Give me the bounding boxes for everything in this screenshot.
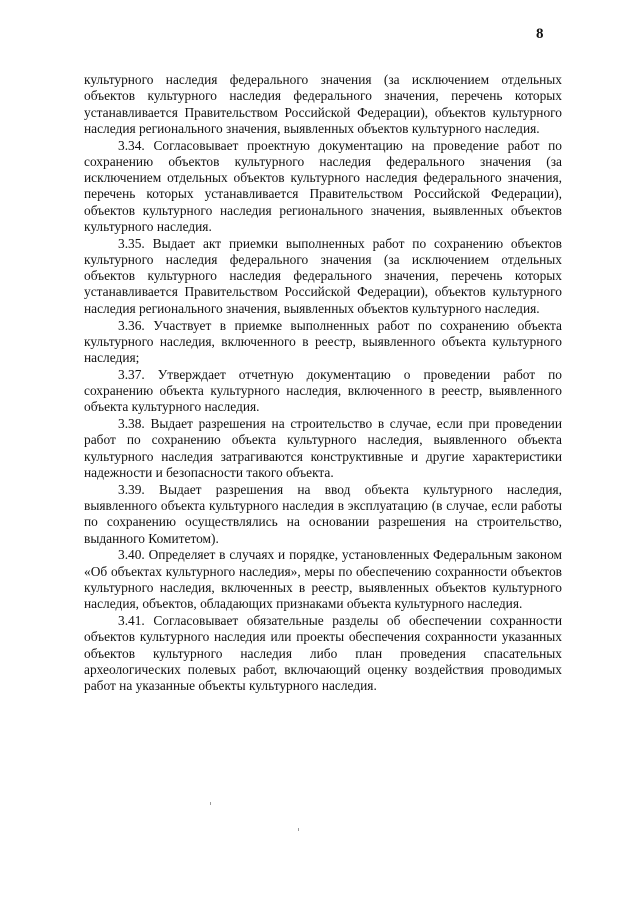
paragraph-continuation: культурного наследия федерального значения (за исключением отдельных объектов культурного наследия федерального значения, перечень которых устанавливается Правительством Российской Федерации), объектов культурного наследия регионального значения, выявленных объектов культурного наследия. <box>84 72 562 136</box>
paragraph-3-34: 3.34. Согласовывает проектную документацию на проведение работ по сохранению объектов культурного наследия федерального значения (за исключением отдельных объектов культурного наследия федерального значения, перечень которых устанавливается Правительством Российской Федерации), объектов культурного наследия регионального значения, выявленных объектов культурного наследия. <box>84 137 562 234</box>
document-body <box>84 72 562 694</box>
paragraph-3-36: 3.36. Участвует в приемке выполненных работ по сохранению объекта культурного наследия, включенного в реестр, выявленного объекта культурного наследия; <box>84 317 562 366</box>
paragraph-3-41: 3.41. Согласовывает обязательные разделы об обеспечении сохранности объектов культурного наследия или проекты обеспечения сохранности указанных объектов культурного наследия либо план проведения спасательных археологических полевых работ, включающий оценку воздействия проводимых работ на указанные объекты культурного наследия. <box>84 613 562 693</box>
paragraph-3-35: 3.35. Выдает акт приемки выполненных работ по сохранению объектов культурного наследия федерального значения (за исключением отдельных объектов культурного наследия федерального значения, перечень которых устанавливается Правительством Российской Федерации), объектов культурного наследия регионального значения, выявленных объектов культурного наследия. <box>84 235 562 316</box>
paragraph-3-40: 3.40. Определяет в случаях и порядке, установленных Федеральным законом «Об объектах культурного наследия», меры по обеспечению сохранности объектов культурного наследия, включенных в реестр, выявленных объектов культурного наследия, объектов, обладающих признаками объекта культурного наследия. <box>84 547 562 612</box>
page-number: 8 <box>536 26 544 42</box>
scan-artifact <box>210 802 211 805</box>
paragraph-3-37: 3.37. Утверждает отчетную документацию о проведении работ по сохранению объекта культурного наследия, включенного в реестр, выявленного объекта культурного наследия. <box>84 366 562 415</box>
scan-artifact <box>298 828 299 831</box>
paragraph-3-38: 3.38. Выдает разрешения на строительство в случае, если при проведении работ по сохранению объекта культурного наследия, выявленного объекта культурного наследия затрагиваются конструктивные и другие характеристики надежности и безопасности такого объекта. <box>84 416 562 480</box>
paragraph-3-39: 3.39. Выдает разрешения на ввод объекта культурного наследия, выявленного объекта культурного наследия в эксплуатацию (в случае, если работы по сохранению осуществлялись на основании разрешения на строительство, выданного Комитетом). <box>84 481 562 546</box>
